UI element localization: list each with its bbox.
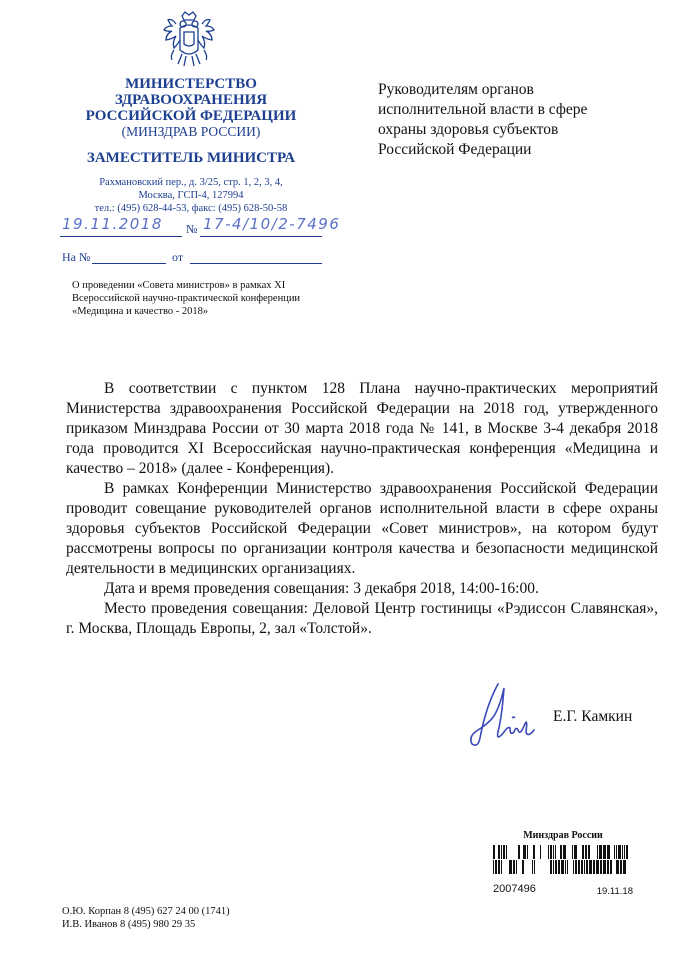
recipient-line3: охраны здоровья субъектов — [378, 121, 559, 138]
registration-stamp — [493, 830, 633, 897]
body-paragraph-2: В рамках Конференции Министерство здравоохранения Российской Федерации проводит совещание руководителей органов исполнительной власти в сфере охраны здоровья субъектов Российской Федерации «Совет министров», на котором будут рассмотрены вопросы по организации контроля качества и безопасности медицинской деятельности в медицинских организациях. — [66, 480, 658, 577]
reply-number-underline — [92, 263, 166, 264]
coat-of-arms-icon — [160, 10, 218, 72]
address-line3: тел.: (495) 628-44-53, факс: (495) 628-50-58 — [94, 202, 288, 214]
executor-line1: О.Ю. Корпан 8 (495) 627 24 00 (1741) — [62, 906, 230, 917]
address-line2: Москва, ГСП-4, 127994 — [138, 189, 244, 201]
recipient-line2: исполнительной власти в сфере — [378, 101, 588, 118]
signature-icon — [458, 676, 548, 756]
subject-line2: Всероссийской научно-практической конференции — [72, 293, 301, 304]
stamp-title: Минздрав России — [523, 830, 603, 841]
body-paragraph-3: Дата и время проведения совещания: 3 декабря 2018, 14:00-16:00. — [104, 580, 539, 597]
stamp-reg-date: 19.11.18 — [596, 886, 633, 897]
subject-line1: О проведении «Совета министров» в рамках XI — [72, 280, 286, 291]
body-paragraph-1: В соответствии с пунктом 128 Плана научно-практических мероприятий Министерства здравоохранения Российской Федерации на 2018 год, утвержденного приказом Минздрава России от 30 марта 2018 года № 141, в Москве 3-4 декабря 2018 года проводится XI Всероссийская научно-практическая конференция «Медицина и качество – 2018» (далее - Конференция). — [66, 380, 658, 477]
outgoing-date: 19.11.2018 — [62, 215, 163, 233]
number-underline — [200, 236, 322, 237]
recipient-block — [378, 80, 658, 160]
ministry-address — [60, 177, 322, 215]
executors-block — [62, 905, 230, 931]
ministry-name-line2: ЗДРАВООХРАНЕНИЯ — [114, 92, 268, 108]
ministry-name-line1: МИНИСТЕРСТВО — [125, 76, 257, 92]
stamp-reg-row — [493, 883, 633, 897]
barcode-icon — [493, 845, 629, 875]
signatory-name: Е.Г. Камкин — [553, 708, 633, 725]
position-title: ЗАМЕСТИТЕЛЬ МИНИСТРА — [86, 150, 296, 166]
reply-date-underline — [190, 263, 322, 264]
reply-from-label: от — [172, 250, 184, 264]
recipient-line4: Российской Федерации — [378, 141, 532, 158]
letter-body — [66, 379, 658, 639]
letter-subject — [72, 279, 342, 318]
executor-line2: И.В. Иванов 8 (495) 980 29 35 — [62, 919, 196, 930]
number-label: № — [186, 222, 198, 236]
reply-number-label: На № — [62, 250, 91, 264]
ministry-name — [60, 76, 322, 124]
date-underline — [60, 236, 182, 237]
outgoing-number: 17-4/10/2-7496 — [203, 215, 341, 233]
stamp-reg-number: 2007496 — [493, 883, 536, 895]
ministry-name-line3: РОССИЙСКОЙ ФЕДЕРАЦИИ — [85, 108, 297, 124]
ministry-short-name: (МИНЗДРАВ РОССИИ) — [121, 124, 261, 139]
recipient-line1: Руководителям органов — [378, 81, 534, 98]
subject-line3: «Медицина и качество - 2018» — [72, 306, 209, 317]
address-line1: Рахмановский пер., д. 3/25, стр. 1, 2, 3, 4, — [99, 177, 283, 188]
body-paragraph-4: Место проведения совещания: Деловой Центр гостиницы «Рэдиссон Славянская», г. Москва, Площадь Европы, 2, зал «Толстой». — [66, 600, 658, 637]
